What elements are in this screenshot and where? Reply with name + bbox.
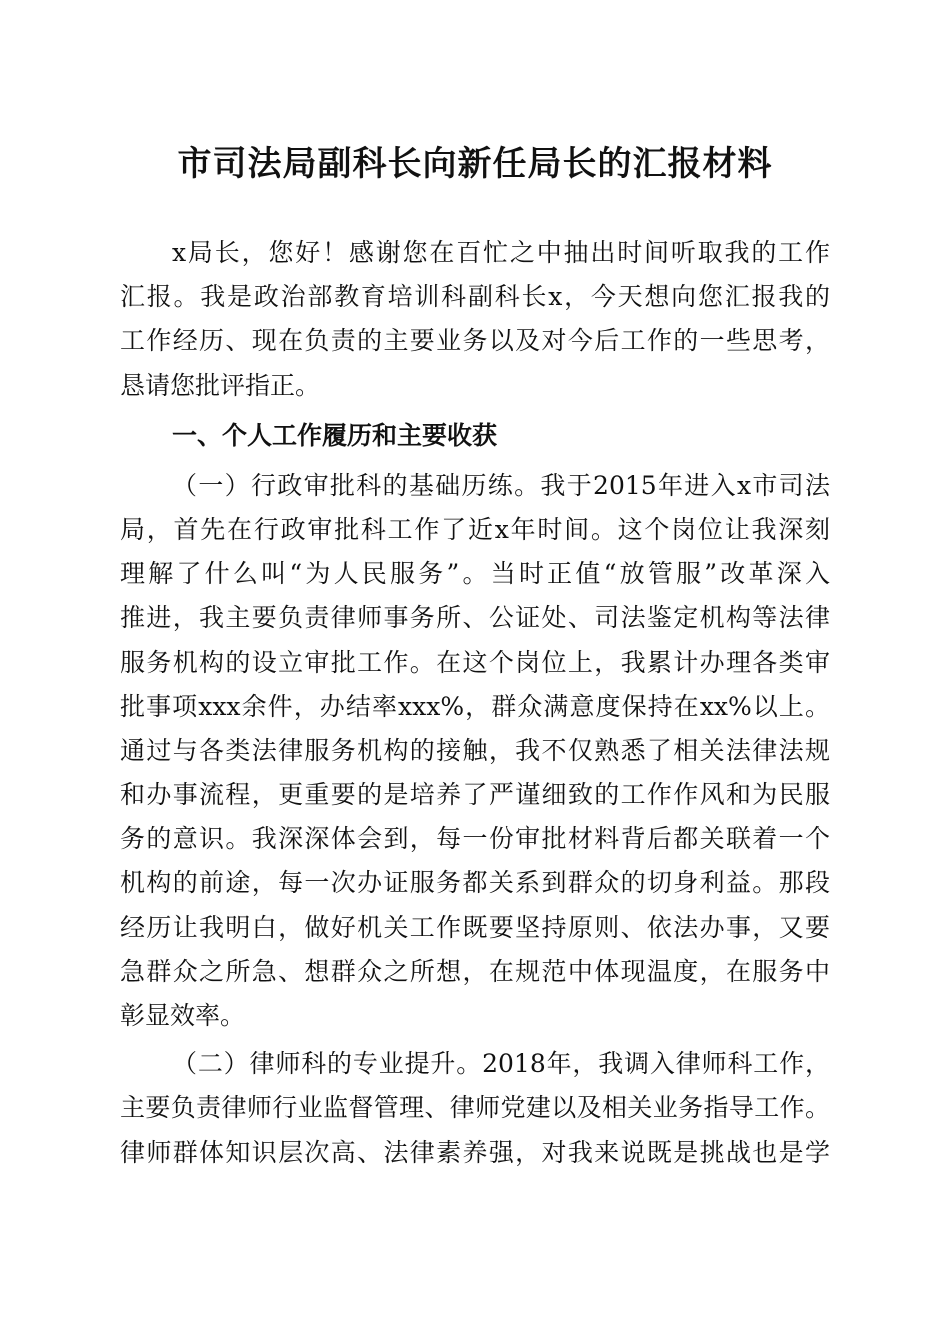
paragraph-line: 批事项xxx余件，办结率xxx%，群众满意度保持在xx%以上。 xyxy=(120,691,830,721)
paragraph-line: 急群众之所急、想群众之所想，在规范中体现温度，在服务中 xyxy=(120,956,830,986)
paragraph-line: 工作经历、现在负责的主要业务以及对今后工作的一些思考， xyxy=(120,326,830,356)
paragraph-line: 服务机构的设立审批工作。在这个岗位上，我累计办理各类审 xyxy=(120,647,830,677)
paragraph-line: 律师群体知识层次高、法律素养强，对我来说既是挑战也是学 xyxy=(120,1137,830,1167)
document-title: 市司法局副科长向新任局长的汇报材料 xyxy=(177,144,773,184)
section-heading: 一、个人工作履历和主要收获 xyxy=(172,420,498,450)
paragraph-line: x局长，您好！感谢您在百忙之中抽出时间听取我的工作 xyxy=(172,238,830,267)
paragraph-line: 务的意识。我深深体会到，每一份审批材料背后都关联着一个 xyxy=(120,824,830,854)
paragraph-line: 经历让我明白，做好机关工作既要坚持原则、依法办事，又要 xyxy=(120,912,830,942)
paragraph-line: 机构的前途，每一次办证服务都关系到群众的切身利益。那段 xyxy=(120,868,830,898)
paragraph-line: 通过与各类法律服务机构的接触，我不仅熟悉了相关法律法规 xyxy=(120,735,830,765)
paragraph-line: （二）律师科的专业提升。2018年，我调入律师科工作， xyxy=(172,1049,830,1079)
paragraph-line: 和办事流程，更重要的是培养了严谨细致的工作作风和为民服 xyxy=(120,780,830,810)
paragraph-line: （一）行政审批科的基础历练。我于2015年进入x市司法 xyxy=(172,470,830,500)
paragraph-line: 汇报。我是政治部教育培训科副科长x，今天想向您汇报我的 xyxy=(120,282,830,312)
paragraph-line: 主要负责律师行业监督管理、律师党建以及相关业务指导工作。 xyxy=(120,1093,830,1123)
paragraph-line: 局，首先在行政审批科工作了近x年时间。这个岗位让我深刻 xyxy=(120,514,830,544)
paragraph-line: 理解了什么叫“为人民服务”。当时正值“放管服”改革深入 xyxy=(120,559,830,589)
document-body xyxy=(120,231,830,1175)
paragraph-line: 恳请您批评指正。 xyxy=(120,370,321,400)
paragraph-line: 彰显效率。 xyxy=(120,1001,246,1030)
paragraph-line: 推进，我主要负责律师事务所、公证处、司法鉴定机构等法律 xyxy=(120,603,830,633)
